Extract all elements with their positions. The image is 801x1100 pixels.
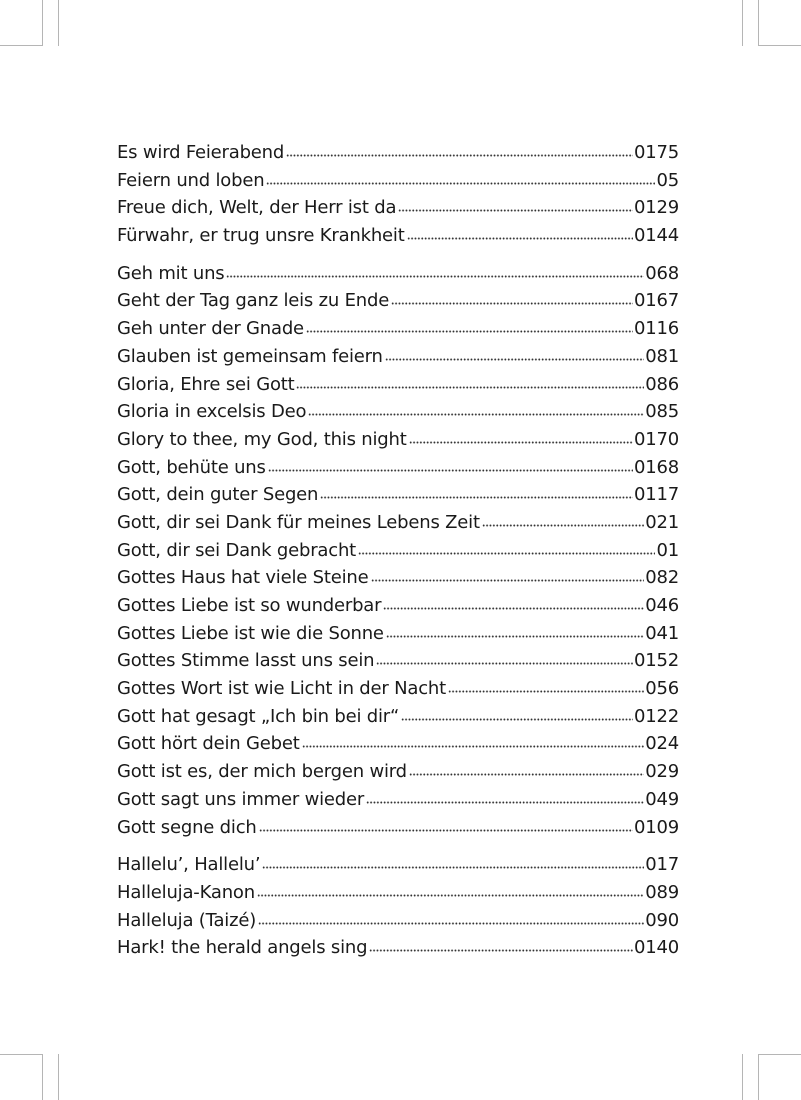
entry-title: Gott segne dich — [117, 816, 257, 838]
dot-leader — [482, 524, 644, 528]
dot-leader — [398, 209, 633, 213]
entry-title: Gottes Stimme lasst uns sein — [117, 650, 375, 672]
dot-leader — [409, 441, 633, 445]
dot-leader — [401, 718, 633, 722]
dot-leader — [259, 829, 633, 833]
entry-number: 041 — [645, 622, 679, 644]
entry-title: Gott sagt uns immer wieder — [117, 788, 365, 810]
index-entry[interactable] — [117, 343, 679, 371]
entry-title: Gott hat gesagt „Ich bin bei dir“ — [117, 705, 400, 727]
index-entry[interactable] — [117, 564, 679, 592]
entry-title: Gott, behüte uns — [117, 456, 266, 478]
entry-number: 0152 — [633, 650, 679, 672]
entry-number: 0168 — [633, 456, 679, 478]
entry-title: Glauben ist gemeinsam feiern — [117, 345, 383, 367]
entry-number: 0170 — [633, 428, 679, 450]
index-entry[interactable] — [117, 371, 679, 399]
entry-number: 0109 — [633, 816, 679, 838]
dot-leader — [371, 579, 645, 583]
index-entry[interactable] — [117, 879, 679, 907]
entry-title: Fürwahr, er trug unsre Krankheit — [117, 225, 405, 247]
crop-mark-bottom-left-h — [0, 1054, 42, 1055]
index-entry[interactable] — [117, 851, 679, 879]
crop-mark-top-left-v1 — [42, 0, 43, 46]
index-entry[interactable] — [117, 537, 679, 565]
index-entry[interactable] — [117, 907, 679, 935]
entry-title: Gottes Liebe ist wie die Sonne — [117, 622, 384, 644]
dot-leader — [366, 801, 644, 805]
index-entry[interactable] — [117, 703, 679, 731]
index-entry[interactable] — [117, 934, 679, 962]
index-entry[interactable] — [117, 194, 679, 222]
dot-leader — [320, 496, 633, 500]
index-entry[interactable] — [117, 287, 679, 315]
dot-leader — [257, 894, 644, 898]
index-entry[interactable] — [117, 454, 679, 482]
entry-number: 0116 — [633, 318, 679, 340]
dot-leader — [376, 662, 633, 666]
dot-leader — [407, 237, 633, 241]
entry-title: Feiern und loben — [117, 169, 265, 191]
entry-title: Gottes Haus hat viele Steine — [117, 567, 369, 589]
index-entry[interactable] — [117, 814, 679, 842]
dot-leader — [266, 182, 655, 186]
crop-mark-bottom-right-v2 — [758, 1054, 759, 1100]
index-entry[interactable] — [117, 398, 679, 426]
entry-number: 017 — [645, 854, 679, 876]
entry-title: Gott hört dein Gebet — [117, 733, 300, 755]
crop-mark-top-right-v2 — [758, 0, 759, 46]
crop-mark-top-left-v2 — [58, 0, 59, 46]
dot-leader — [306, 330, 633, 334]
entry-number: 0117 — [633, 484, 679, 506]
dot-leader — [296, 386, 644, 390]
entry-title: Geh unter der Gnade — [117, 318, 304, 340]
entry-number: 0144 — [633, 225, 679, 247]
entry-number: 086 — [645, 373, 679, 395]
index-entry[interactable] — [117, 315, 679, 343]
index-group — [117, 851, 679, 962]
entry-number: 056 — [645, 678, 679, 700]
entry-title: Gott, dein guter Segen — [117, 484, 319, 506]
dot-leader — [258, 922, 644, 926]
index-entry[interactable] — [117, 426, 679, 454]
entry-number: 024 — [645, 733, 679, 755]
index-entry[interactable] — [117, 222, 679, 250]
entry-number: 05 — [656, 169, 679, 191]
crop-mark-bottom-left-v1 — [42, 1054, 43, 1100]
entry-title: Freue dich, Welt, der Herr ist da — [117, 197, 397, 219]
entry-number: 090 — [645, 909, 679, 931]
entry-number: 082 — [645, 567, 679, 589]
song-index — [117, 139, 679, 962]
entry-title: Gloria, Ehre sei Gott — [117, 373, 295, 395]
entry-title: Es wird Feierabend — [117, 142, 285, 163]
dot-leader — [268, 469, 633, 473]
entry-number: 021 — [645, 511, 679, 533]
dot-leader — [262, 866, 644, 870]
crop-mark-top-left-h — [0, 45, 42, 46]
dot-leader — [448, 690, 644, 694]
dot-leader — [369, 949, 633, 953]
entry-title: Geh mit uns — [117, 262, 225, 284]
index-entry[interactable] — [117, 647, 679, 675]
index-group — [117, 139, 679, 250]
dot-leader — [302, 745, 645, 749]
entry-number: 0167 — [633, 290, 679, 312]
entry-number: 049 — [645, 788, 679, 810]
dot-leader — [386, 635, 644, 639]
entry-title: Glory to thee, my God, this night — [117, 428, 407, 450]
index-entry[interactable] — [117, 758, 679, 786]
entry-title: Hallelu’, Hallelu’ — [117, 854, 261, 876]
crop-mark-top-right-v1 — [742, 0, 743, 46]
dot-leader — [226, 275, 644, 279]
entry-number: 0122 — [633, 705, 679, 727]
index-entry[interactable] — [117, 260, 679, 288]
dot-leader — [286, 154, 633, 158]
index-entry[interactable] — [117, 620, 679, 648]
index-entry[interactable] — [117, 675, 679, 703]
index-entry[interactable] — [117, 592, 679, 620]
entry-number: 046 — [645, 595, 679, 616]
entry-title: Gottes Wort ist wie Licht in der Nacht — [117, 678, 446, 700]
entry-number: 0175 — [633, 142, 679, 163]
entry-number: 068 — [645, 262, 679, 284]
crop-mark-top-right-h — [759, 45, 801, 46]
dot-leader — [409, 773, 644, 777]
index-entry[interactable] — [117, 139, 679, 167]
dot-leader — [383, 607, 644, 611]
entry-number: 0140 — [633, 937, 679, 959]
entry-title: Halleluja-Kanon — [117, 881, 255, 903]
entry-title: Gott ist es, der mich bergen wird — [117, 761, 407, 783]
dot-leader — [358, 552, 655, 556]
index-group — [117, 260, 679, 841]
entry-title: Hark! the herald angels sing — [117, 937, 368, 959]
entry-title: Geht der Tag ganz leis zu Ende — [117, 290, 390, 312]
index-entry[interactable] — [117, 730, 679, 758]
crop-mark-bottom-right-h — [759, 1054, 801, 1055]
dot-leader — [391, 302, 633, 306]
crop-mark-bottom-right-v1 — [742, 1054, 743, 1100]
index-entry[interactable] — [117, 509, 679, 537]
index-entry[interactable] — [117, 167, 679, 195]
dot-leader — [385, 358, 644, 362]
entry-number: 029 — [645, 761, 679, 783]
entry-title: Gloria in excelsis Deo — [117, 401, 307, 423]
dot-leader — [308, 413, 644, 417]
crop-mark-bottom-left-v2 — [58, 1054, 59, 1100]
entry-title: Gott, dir sei Dank für meines Lebens Zeit — [117, 511, 480, 533]
entry-title: Halleluja (Taizé) — [117, 909, 257, 931]
index-entry[interactable] — [117, 786, 679, 814]
entry-number: 089 — [645, 881, 679, 903]
entry-title: Gottes Liebe ist so wunderbar — [117, 595, 382, 616]
entry-number: 085 — [645, 401, 679, 423]
entry-number: 081 — [645, 345, 679, 367]
entry-number: 0129 — [633, 197, 679, 219]
entry-number: 01 — [656, 539, 679, 561]
index-entry[interactable] — [117, 481, 679, 509]
entry-title: Gott, dir sei Dank gebracht — [117, 539, 357, 561]
